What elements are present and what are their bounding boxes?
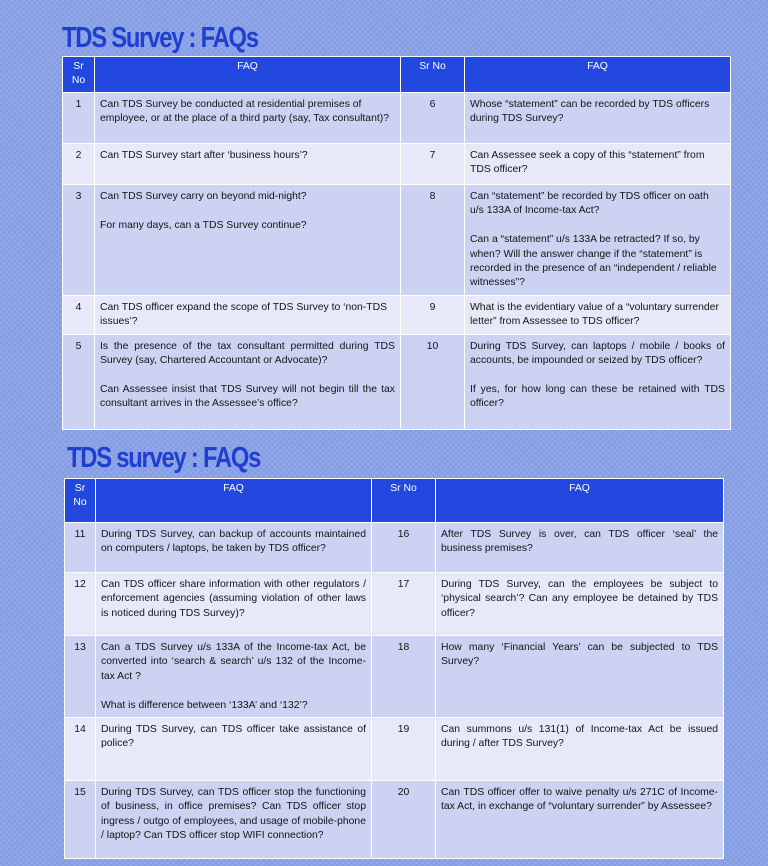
table-row — [65, 523, 724, 573]
row-number: 8 — [401, 185, 465, 296]
row-number: 20 — [372, 781, 436, 859]
faq-question: During TDS Survey, can TDS officer take assistance of police? — [96, 718, 372, 781]
header-sr-no: Sr No — [372, 479, 436, 523]
header-sr-no: Sr No — [63, 57, 95, 93]
table-row — [63, 93, 731, 144]
faq-question: Can TDS Survey be conducted at residential premises of employee, or at the place of a third party (say, Tax consultant)? — [95, 93, 401, 144]
row-number: 19 — [372, 718, 436, 781]
row-number: 9 — [401, 295, 465, 334]
header-faq: FAQ — [436, 479, 724, 523]
faq-question: How many ‘Financial Years’ can be subjected to TDS Survey? — [436, 636, 724, 718]
faq-question: Can TDS officer offer to waive penalty u/s 271C of Income-tax Act, in exchange of “voluntary surrender” by Assessee? — [436, 781, 724, 859]
faq-question: What is the evidentiary value of a “voluntary surrender letter” from Assessee to TDS officer? — [465, 295, 731, 334]
table-row — [63, 144, 731, 185]
table-row — [63, 185, 731, 296]
row-number: 14 — [65, 718, 96, 781]
faq-question: During TDS Survey, can backup of accounts maintained on computers / laptops, be taken by TDS officer? — [96, 523, 372, 573]
faq-question: During TDS Survey, can laptops / mobile / books of accounts, be impounded or seized by TDS officer? If yes, for how long can these be retained with TDS officer? — [465, 334, 731, 429]
faq-question: Is the presence of the tax consultant permitted during TDS Survey (say, Chartered Accountant or Advocate)? Can Assessee insist that TDS Survey will not begin till the tax consultant arrives in the Assessee’s office? — [95, 334, 401, 429]
row-number: 7 — [401, 144, 465, 185]
faq-question: Can summons u/s 131(1) of Income-tax Act be issued during / after TDS Survey? — [436, 718, 724, 781]
header-sr-no: Sr No — [401, 57, 465, 93]
faq-question: Can TDS Survey carry on beyond mid-night? For many days, can a TDS Survey continue? — [95, 185, 401, 296]
row-number: 15 — [65, 781, 96, 859]
table-row — [63, 334, 731, 429]
faq-question: Can “statement” be recorded by TDS officer on oath u/s 133A of Income-tax Act? Can a “statement” u/s 133A be retracted? If so, by when? Will the answer change if the “statement” is recorded in the presence of an “independent / reliable witnesses”? — [465, 185, 731, 296]
header-faq: FAQ — [95, 57, 401, 93]
table-row — [65, 636, 724, 718]
faq-question: Whose “statement” can be recorded by TDS officers during TDS Survey? — [465, 93, 731, 144]
faq-question: Can TDS officer share information with other regulators / enforcement agencies (assuming violation of other laws is noticed during TDS Survey)? — [96, 573, 372, 636]
row-number: 18 — [372, 636, 436, 718]
row-number: 4 — [63, 295, 95, 334]
header-faq: FAQ — [465, 57, 731, 93]
row-number: 10 — [401, 334, 465, 429]
faq-question: Can a TDS Survey u/s 133A of the Income-tax Act, be converted into ‘search & search’ u/s 132 of the Income-tax Act ? What is difference between ‘133A’ and ‘132’? — [96, 636, 372, 718]
faq-table — [62, 56, 731, 430]
slide-title: TDS survey : FAQs — [67, 442, 261, 474]
row-number: 17 — [372, 573, 436, 636]
slide-title: TDS Survey : FAQs — [62, 22, 258, 54]
row-number: 16 — [372, 523, 436, 573]
row-number: 11 — [65, 523, 96, 573]
faq-question: During TDS Survey, can TDS officer stop the functioning of business, in office premises? Can TDS officer stop ingress / outgo of employees, and usage of mobile-phone / laptop? Can TDS officer stop WIFI connection? — [96, 781, 372, 859]
row-number: 12 — [65, 573, 96, 636]
row-number: 13 — [65, 636, 96, 718]
row-number: 5 — [63, 334, 95, 429]
table-row — [65, 573, 724, 636]
faq-table — [64, 478, 724, 859]
header-faq: FAQ — [96, 479, 372, 523]
faq-question: Can TDS officer expand the scope of TDS Survey to ‘non-TDS issues’? — [95, 295, 401, 334]
faq-question: After TDS Survey is over, can TDS officer ‘seal’ the business premises? — [436, 523, 724, 573]
header-sr-no: Sr No — [65, 479, 96, 523]
faq-question: Can Assessee seek a copy of this “statement” from TDS officer? — [465, 144, 731, 185]
row-number: 3 — [63, 185, 95, 296]
row-number: 2 — [63, 144, 95, 185]
row-number: 1 — [63, 93, 95, 144]
faq-question: Can TDS Survey start after ‘business hours’? — [95, 144, 401, 185]
table-row — [65, 718, 724, 781]
table-row — [65, 781, 724, 859]
row-number: 6 — [401, 93, 465, 144]
faq-question: During TDS Survey, can the employees be subject to ‘physical search’? Can any employee be detained by TDS officer? — [436, 573, 724, 636]
table-row — [63, 295, 731, 334]
